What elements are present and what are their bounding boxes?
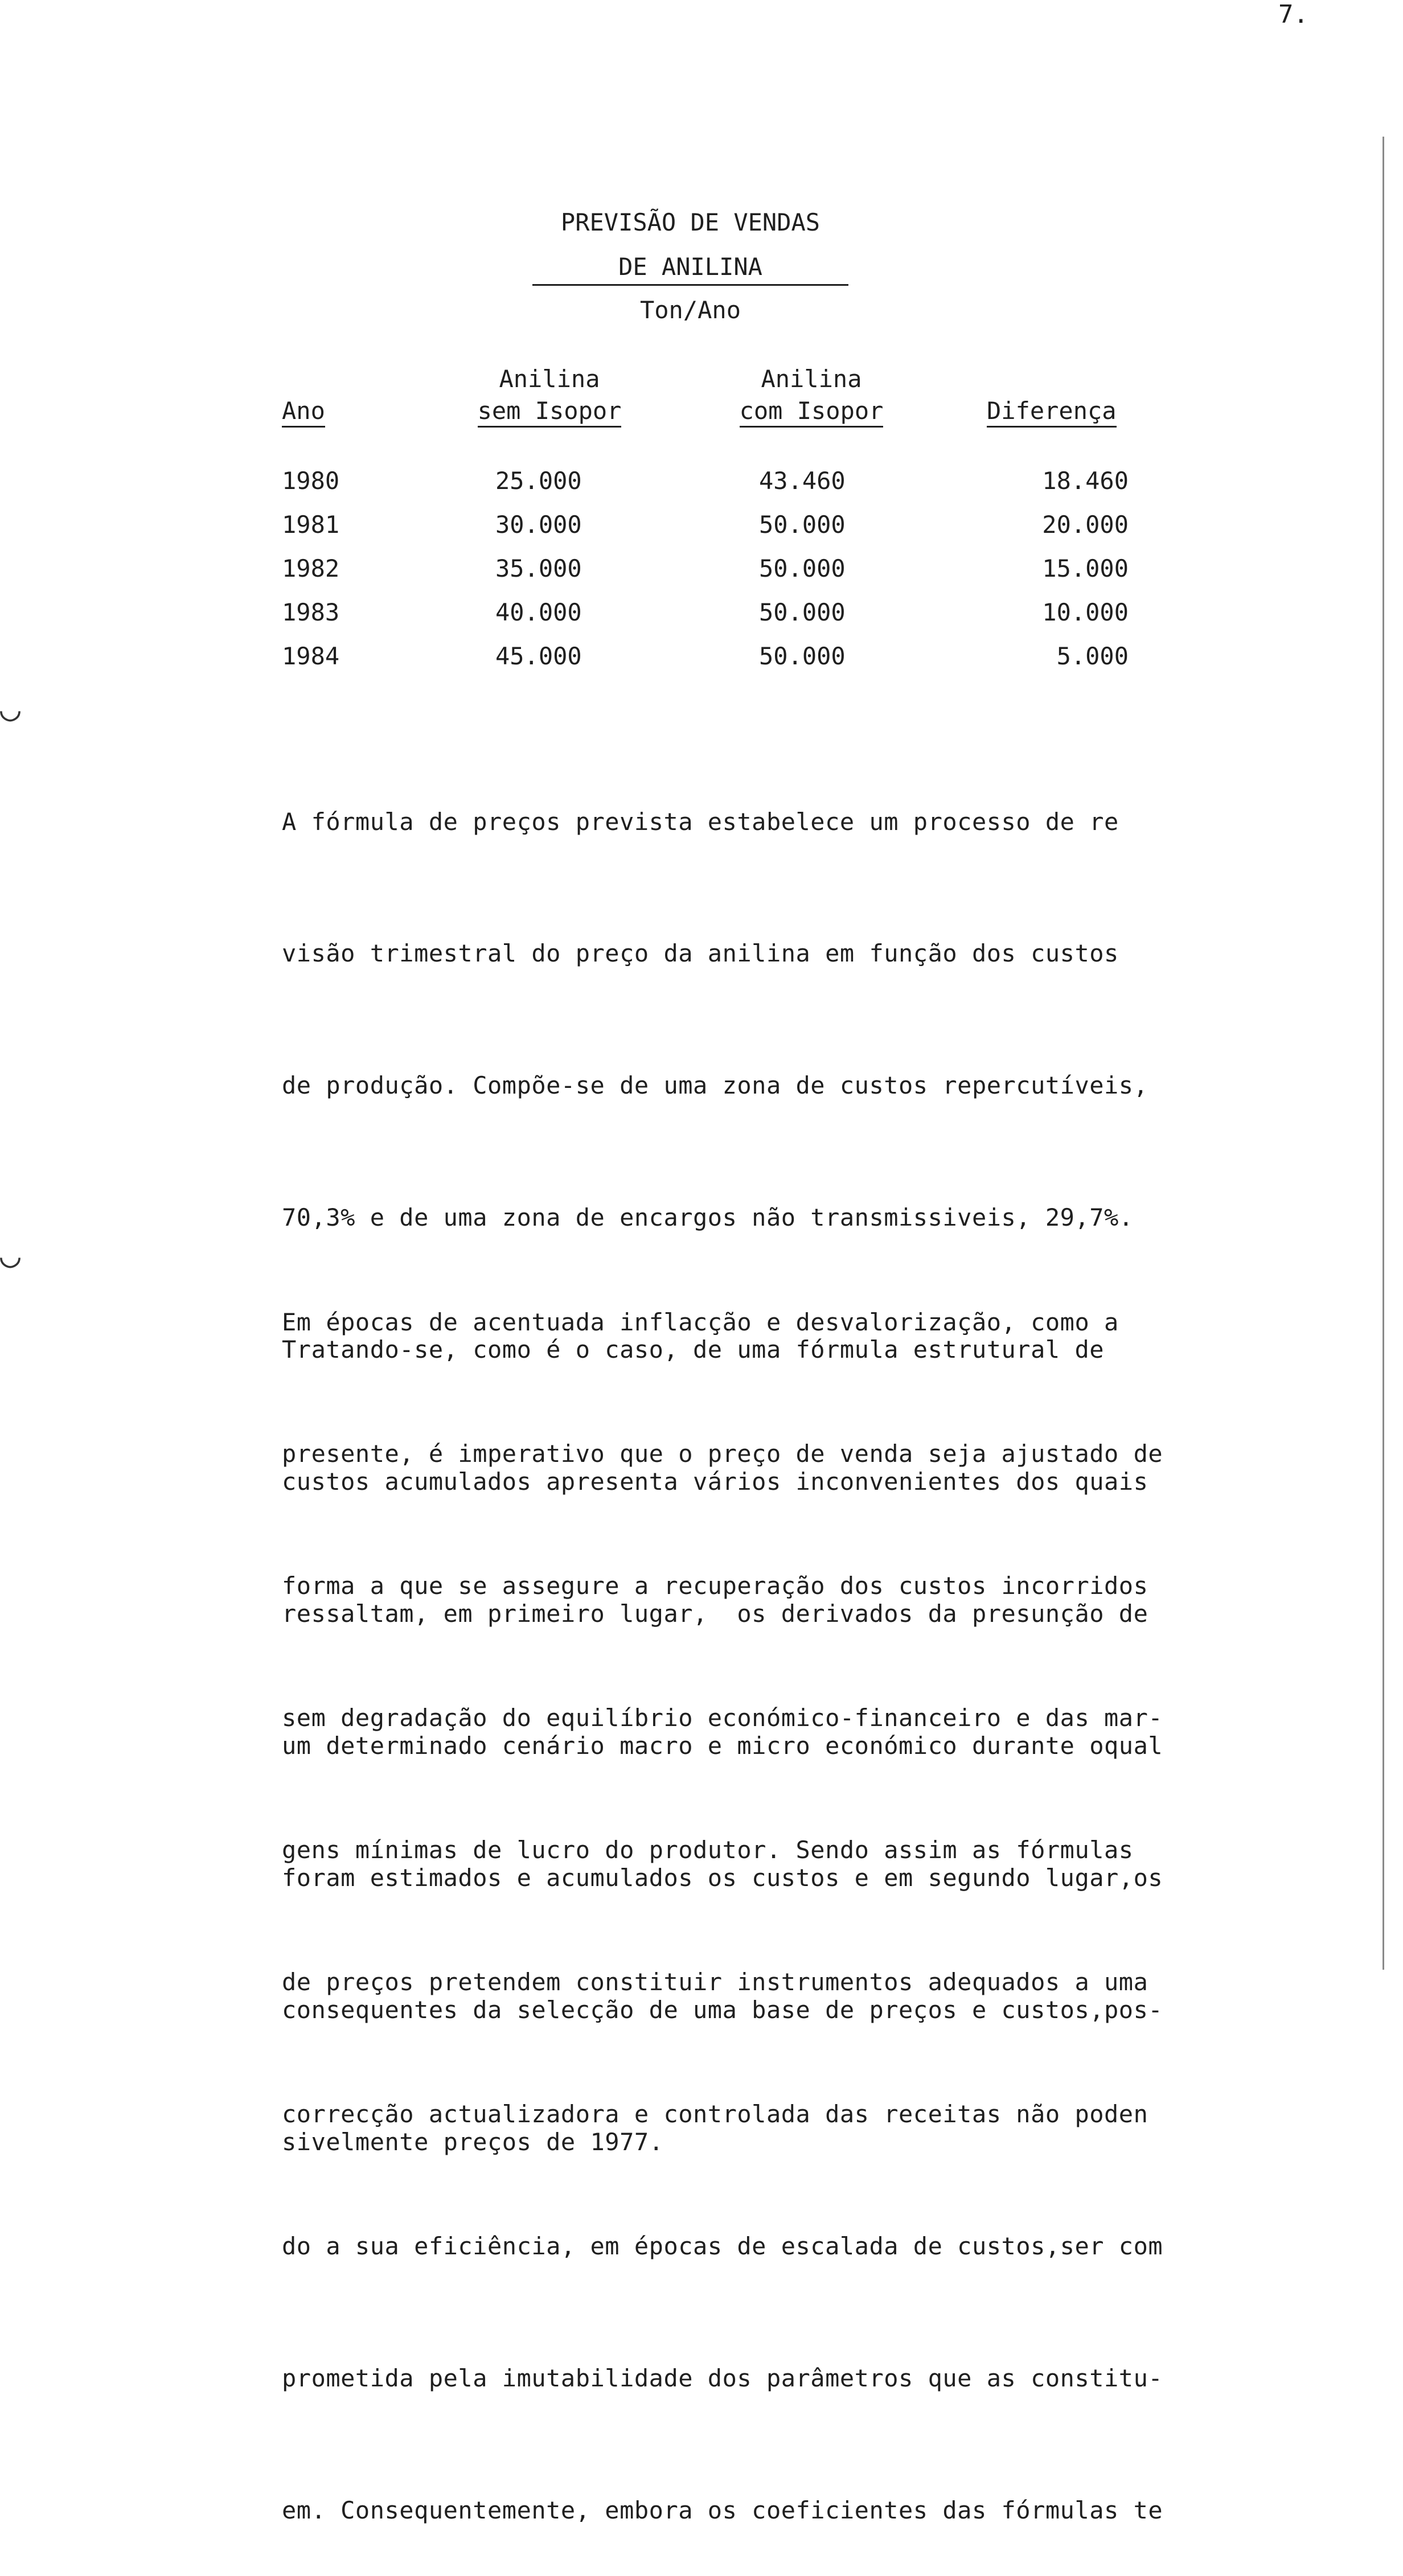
cell-ano: 1982 [282,554,340,582]
header-sem-isopor-line2: sem Isopor [478,397,622,428]
cell-diferenca: 15.000 [1042,554,1129,582]
margin-hole-punch-mark-1: ◡ [0,689,21,729]
text-line: de preços pretendem constituir instrumentos adequados a uma [282,1968,1148,1996]
cell-diferenca: 20.000 [1042,511,1129,539]
text-line: correcção actualizadora e controlada das receitas não poden [282,2100,1148,2128]
text-line: custos acumulados apresenta vários inconvenientes dos quais [282,1468,1148,1496]
cell-com-isopor: 50.000 [759,554,846,582]
text-line: consequentes da selecção de uma base de preços e custos,pos- [282,1995,1163,2024]
text-line: 70,3% e de uma zona de encargos não transmissiveis, 29,7%. [282,1203,1134,1232]
cell-ano: 1980 [282,467,340,495]
cell-com-isopor: 50.000 [759,642,846,670]
header-ano [282,395,325,427]
margin-hole-punch-mark-2: ◡ [0,1235,21,1275]
text-line: prometida pela imutabilidade dos parâmetros que as constitu- [282,2364,1163,2392]
header-com-isopor-line2: com Isopor [740,397,884,428]
text-line: Em épocas de acentuada inflacção e desvalorização, como a [282,1308,1119,1336]
page-number: 7. [1278,0,1308,29]
cell-sem-isopor: 25.000 [495,467,582,495]
cell-diferenca: 18.460 [1042,467,1129,495]
cell-sem-isopor: 45.000 [495,642,582,670]
cell-sem-isopor: 30.000 [495,511,582,539]
text-line: ressaltam, em primeiro lugar, os derivados da presunção de [282,1599,1148,1628]
cell-sem-isopor: 35.000 [495,554,582,582]
cell-ano: 1981 [282,511,340,539]
text-line: do a sua eficiência, em épocas de escalada de custos,ser com [282,2232,1163,2260]
paragraph-inflation [282,1212,1324,2576]
cell-com-isopor: 43.460 [759,467,846,495]
text-line: sivelmente preços de 1977. [282,2127,664,2156]
cell-ano: 1983 [282,598,340,626]
text-line: gens mínimas de lucro do produtor. Sendo assim as fórmulas [282,1836,1134,1864]
header-ano-label: Ano [282,397,325,428]
cell-ano: 1984 [282,642,340,670]
cell-diferenca: 10.000 [1042,598,1129,626]
text-line: de produção. Compõe-se de uma zona de custos repercutíveis, [282,1071,1148,1100]
header-com-isopor [723,363,900,427]
header-diferenca-label: Diferença [987,397,1117,428]
title-unit: Ton/Ano [639,296,741,324]
cell-com-isopor: 50.000 [759,598,846,626]
cell-com-isopor: 50.000 [759,511,846,539]
text-line: presente, é imperativo que o preço de venda seja ajustado de [282,1440,1163,1468]
text-line: foram estimados e acumulados os custos e em segundo lugar,os [282,1863,1163,1892]
text-line: Tratando-se, como é o caso, de uma fórmula estrutural de [282,1336,1105,1364]
header-sem-isopor-line1: Anilina [499,365,600,393]
text-line: A fórmula de preços prevista estabelece um processo de re [282,807,1119,836]
text-line: sem degradação do equilíbrio económico-financeiro e das mar- [282,1704,1163,1732]
text-line: em. Consequentemente, embora os coeficientes das fórmulas te [282,2496,1163,2524]
title-line-1: PREVISÃO DE VENDAS [560,208,821,236]
header-diferenca [987,395,1117,427]
text-line: forma a que se assegure a recuperação dos custos incorridos [282,1572,1148,1600]
cell-sem-isopor: 40.000 [495,598,582,626]
title-line-2: DE ANILINA [532,253,848,286]
text-line: um determinado cenário macro e micro económico durante oqual [282,1731,1163,1760]
cell-diferenca: 5.000 [1056,642,1129,670]
text-line: visão trimestral do preço da anilina em função dos custos [282,939,1119,968]
header-sem-isopor [461,363,638,427]
vertical-rule [1383,137,1384,1970]
header-com-isopor-line1: Anilina [761,365,862,393]
